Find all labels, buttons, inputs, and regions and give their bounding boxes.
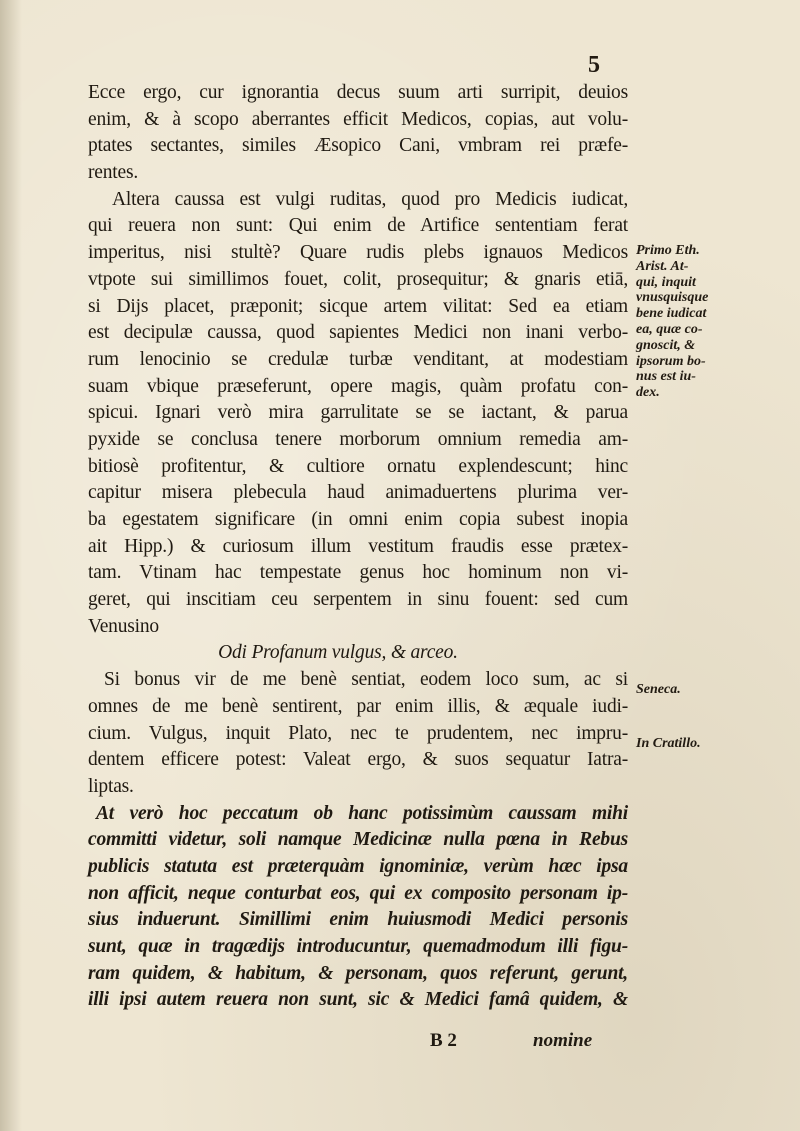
text-line: spicui. Ignari verò mira garrulitate se se iactant, & parua <box>88 402 628 424</box>
catchword: nomine <box>533 1030 593 1051</box>
margin-line: vnusquisque <box>636 290 709 306</box>
signature-mark: B 2 <box>430 1030 457 1051</box>
marginal-note-arist <box>636 243 736 401</box>
margin-line: Seneca. <box>636 682 681 697</box>
text-line: Ecce ergo, cur ignorantia decus suum arti surripit, deuios <box>88 82 628 103</box>
text-line: qui reuera non sunt: Qui enim de Artifice sententiam ferat <box>88 215 628 237</box>
binding-gutter <box>0 0 22 1131</box>
text-line: At verò hoc peccatum ob hanc potissimùm caussam mihi <box>96 802 628 824</box>
paragraph-4-italic <box>88 801 628 1015</box>
text-line: geret, qui inscitiam ceu serpentem in sinu fouent: sed cum <box>88 589 628 611</box>
verse-line: Odi Profanum vulgus, & arceo. <box>218 642 458 664</box>
text-line: si Dijs placet, præponit; sicque artem vilitat: Sed ea etiam <box>88 295 628 317</box>
text-line: capitur misera plebecula haud animaduertens plurima ver- <box>88 482 628 504</box>
text-line: omnes de me benè sentirent, par enim illis, & æquale iudi- <box>88 695 628 717</box>
text-line: Si bonus vir de me benè sentiat, eodem loco sum, ac si <box>104 669 628 691</box>
text-line: tam. Vtinam hac tempestate genus hoc hominum non vi- <box>88 562 628 584</box>
margin-line: In Cratillo. <box>636 736 701 751</box>
margin-line: ipsorum bo- <box>636 353 706 369</box>
margin-line: nus est iu- <box>636 369 696 385</box>
text-line: est decipulæ caussa, quod sapientes Medici non inani verbo- <box>88 322 628 344</box>
text-line: dentem efficere potest: Valeat ergo, & suos sequatur Iatra- <box>88 749 628 771</box>
text-line: sunt, quæ in tragædijs introducuntur, quemadmodum illi figu- <box>88 936 628 957</box>
margin-line: ea, quæ co- <box>636 321 703 337</box>
text-line: ba egestatem significare (in omni enim copia subest inopia <box>88 509 628 530</box>
text-line: sius induerunt. Simillimi enim huiusmodi Medici personis <box>88 909 628 931</box>
text-line: enim, & à scopo aberrantes efficit Medicos, copias, aut volu- <box>88 108 628 130</box>
text-line: pyxide se conclusa tenere morborum omnium remedia am- <box>88 428 628 450</box>
main-text <box>88 80 628 1014</box>
margin-line: qui, inquit <box>636 274 696 290</box>
text-line: ram quidem, & habitum, & personam, quos referunt, gerunt, <box>88 962 628 984</box>
text-line: liptas. <box>88 775 134 797</box>
text-line: ait Hipp.) & curiosum illum vestitum fraudis esse prætex- <box>88 535 628 557</box>
margin-line: bene iudicat <box>636 306 707 322</box>
page-number: 5 <box>588 52 600 78</box>
text-line: rentes. <box>88 162 139 184</box>
text-line: bitiosè profitentur, & cultiore ornatu explendescunt; hinc <box>88 455 628 477</box>
text-line: Venusino <box>88 615 159 637</box>
margin-line: dex. <box>636 385 660 401</box>
text-line: Altera caussa est vulgi ruditas, quod pro Medicis iudicat, <box>112 188 628 210</box>
text-line: suam vbique præseferunt, opere magis, quàm profatu con- <box>88 375 628 397</box>
page-footer <box>88 1030 628 1056</box>
text-line: vtpote sui simillimos fouet, colit, prosequitur; & gnaris etiā, <box>88 268 628 290</box>
text-line: imperitus, nisi stultè? Quare rudis plebs ignauos Medicos <box>88 242 628 264</box>
paragraph-3 <box>88 667 628 800</box>
margin-line: gnoscit, & <box>636 337 696 353</box>
text-line: rum lenocinio se credulæ turbæ venditant, at modestiam <box>88 348 628 370</box>
paragraph-1 <box>88 80 628 187</box>
marginal-note-cratillo <box>636 736 736 752</box>
text-line: illi ipsi autem reuera non sunt, sic & Medici famâ quidem, & <box>88 989 628 1011</box>
paragraph-2 <box>88 187 628 641</box>
text-line: committi videtur, soli namque Medicinæ nulla pœna in Rebus <box>88 829 628 851</box>
verse-quotation <box>88 640 628 667</box>
text-line: ptates sectantes, similes Æsopico Cani, vmbram rei præfe- <box>88 135 628 157</box>
text-line: cium. Vulgus, inquit Plato, nec te prudentem, nec impru- <box>88 722 628 744</box>
margin-line: Arist. At- <box>636 258 689 274</box>
text-line: publicis statuta est præterquàm ignominiæ, verùm hæc ipsa <box>88 855 628 877</box>
margin-line: Primo Eth. <box>636 243 700 258</box>
text-line: non afficit, neque conturbat eos, qui ex composito personam ip- <box>88 882 628 904</box>
marginal-note-seneca <box>636 682 736 698</box>
